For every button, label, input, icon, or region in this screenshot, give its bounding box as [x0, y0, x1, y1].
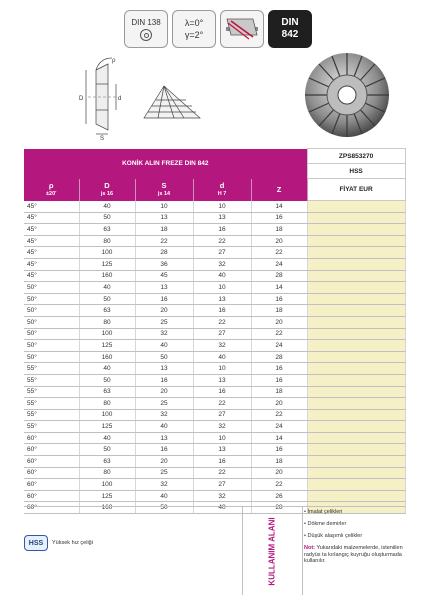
cell-price[interactable] [307, 328, 405, 340]
cell-d-outer: 80 [79, 467, 135, 479]
cell-z: 16 [251, 212, 307, 224]
table-row [24, 316, 405, 328]
table-row [24, 432, 405, 444]
cell-d-inner: 13 [193, 293, 251, 305]
cell-price[interactable] [307, 247, 405, 259]
cell-rho: 55° [24, 409, 79, 421]
cell-price[interactable] [307, 316, 405, 328]
usage-item-text: İmalat çelikleri [307, 509, 343, 515]
cell-s: 40 [135, 421, 193, 433]
cell-d-inner: 13 [193, 374, 251, 386]
cell-price[interactable] [307, 374, 405, 386]
cell-price[interactable] [307, 398, 405, 410]
cell-z: 20 [251, 235, 307, 247]
col-header-rho [24, 179, 79, 201]
cell-z: 18 [251, 224, 307, 236]
usage-item-text: Dökme demirler [307, 521, 347, 527]
cell-d-outer: 40 [79, 282, 135, 294]
cell-s: 36 [135, 258, 193, 270]
cell-price[interactable] [307, 386, 405, 398]
cell-price[interactable] [307, 490, 405, 502]
cell-price[interactable] [307, 201, 405, 213]
cell-d-inner: 40 [193, 502, 251, 514]
cell-rho: 50° [24, 316, 79, 328]
col-s-sub: js 14 [157, 190, 171, 197]
cell-z: 22 [251, 409, 307, 421]
cell-price[interactable] [307, 479, 405, 491]
note-label: Not: [304, 545, 315, 551]
cell-rho: 45° [24, 224, 79, 236]
hss-legend [24, 535, 93, 551]
cell-d-outer: 125 [79, 421, 135, 433]
cell-d-outer: 63 [79, 224, 135, 236]
table-row [24, 467, 405, 479]
cell-d-outer: 50 [79, 444, 135, 456]
cell-z: 16 [251, 293, 307, 305]
cell-z: 28 [251, 502, 307, 514]
table-row [24, 444, 405, 456]
table-row [24, 340, 405, 352]
table-row [24, 270, 405, 282]
cell-price[interactable] [307, 282, 405, 294]
cell-d-inner: 22 [193, 398, 251, 410]
note-text: Yukarıdaki malzemelerde, isteniilen radyüs ta kırlangıç kuyruğu oluşturmada kullanılır. [304, 545, 403, 564]
cell-s: 25 [135, 398, 193, 410]
cutter-spec-table [24, 148, 406, 514]
cell-rho: 55° [24, 363, 79, 375]
table-row [24, 282, 405, 294]
cell-s: 50 [135, 351, 193, 363]
center-hole-icon [140, 29, 152, 41]
usage-title: KULLANIM ALANI [268, 516, 278, 586]
cell-d-inner: 10 [193, 282, 251, 294]
cell-rho: 45° [24, 201, 79, 213]
cell-s: 13 [135, 212, 193, 224]
usage-item-text: Düşük alaşımlı çelikler [307, 533, 363, 539]
cell-rho: 45° [24, 212, 79, 224]
col-rho-sub: ±20' [46, 190, 57, 197]
cell-z: 14 [251, 282, 307, 294]
cell-rho: 60° [24, 479, 79, 491]
hss-badge: HSS [24, 535, 48, 551]
cell-price[interactable] [307, 432, 405, 444]
cell-z: 28 [251, 270, 307, 282]
cell-rho: 60° [24, 444, 79, 456]
cell-price[interactable] [307, 305, 405, 317]
cell-d-outer: 160 [79, 351, 135, 363]
cell-d-outer: 80 [79, 235, 135, 247]
rake-angle-icon [223, 13, 261, 45]
table-row [24, 479, 405, 491]
cell-rho: 50° [24, 340, 79, 352]
cell-rho: 50° [24, 328, 79, 340]
cell-s: 10 [135, 201, 193, 213]
cell-rho: 60° [24, 467, 79, 479]
cell-z: 20 [251, 316, 307, 328]
cell-d-outer: 100 [79, 479, 135, 491]
cell-rho: 45° [24, 247, 79, 259]
cell-s: 22 [135, 235, 193, 247]
cell-z: 26 [251, 490, 307, 502]
cell-s: 32 [135, 328, 193, 340]
table-row [24, 235, 405, 247]
cell-d-outer: 125 [79, 340, 135, 352]
cell-rho: 50° [24, 305, 79, 317]
cutter-product-image [300, 48, 394, 142]
cell-d-outer: 63 [79, 386, 135, 398]
table-row [24, 409, 405, 421]
col-header-z [251, 179, 307, 201]
col-d-inner-main: d [219, 180, 225, 190]
cell-s: 13 [135, 282, 193, 294]
cell-s: 40 [135, 340, 193, 352]
spec-badges [124, 10, 312, 48]
col-header-d-outer [79, 179, 135, 201]
cell-s: 32 [135, 479, 193, 491]
cell-z: 22 [251, 247, 307, 259]
cell-z: 22 [251, 328, 307, 340]
cell-price[interactable] [307, 270, 405, 282]
rake-angle-badge [220, 10, 264, 48]
table-row [24, 421, 405, 433]
cell-d-inner: 22 [193, 316, 251, 328]
cell-z: 20 [251, 398, 307, 410]
cell-rho: 50° [24, 351, 79, 363]
cell-price[interactable] [307, 235, 405, 247]
cell-s: 28 [135, 247, 193, 259]
cell-d-outer: 125 [79, 258, 135, 270]
col-header-d-inner [193, 179, 251, 201]
col-z-main: Z [276, 184, 282, 194]
hss-label: Yüksek hız çeliği [52, 540, 93, 546]
cell-z: 24 [251, 340, 307, 352]
angle-badge [172, 10, 216, 48]
cell-price[interactable] [307, 456, 405, 468]
table-row [24, 247, 405, 259]
cell-d-inner: 16 [193, 386, 251, 398]
cell-d-outer: 40 [79, 432, 135, 444]
cell-d-inner: 32 [193, 258, 251, 270]
cell-z: 24 [251, 421, 307, 433]
din138-badge [124, 10, 168, 48]
cell-z: 16 [251, 363, 307, 375]
cell-s: 45 [135, 270, 193, 282]
usage-title-band [242, 507, 302, 595]
table-body [24, 201, 405, 514]
cell-s: 20 [135, 305, 193, 317]
col-d-inner-sub: H 7 [217, 190, 227, 197]
cell-d-outer: 40 [79, 363, 135, 375]
table-row [24, 374, 405, 386]
cell-rho: 55° [24, 421, 79, 433]
cell-s: 32 [135, 409, 193, 421]
usage-note [304, 545, 405, 565]
cell-z: 22 [251, 479, 307, 491]
cell-d-outer: 100 [79, 409, 135, 421]
d-outer-label: D [79, 96, 84, 102]
d-inner-label: d [118, 96, 122, 102]
table-row [24, 258, 405, 270]
legend-section [24, 506, 405, 594]
table-row [24, 456, 405, 468]
cell-z: 18 [251, 456, 307, 468]
cell-d-inner: 16 [193, 305, 251, 317]
cell-rho: 45° [24, 258, 79, 270]
cell-z: 16 [251, 444, 307, 456]
cell-rho: 60° [24, 432, 79, 444]
cell-d-outer: 63 [79, 456, 135, 468]
usage-list [304, 509, 405, 571]
cell-d-inner: 22 [193, 467, 251, 479]
cell-d-inner: 16 [193, 456, 251, 468]
cell-d-outer: 160 [79, 270, 135, 282]
cell-d-inner: 27 [193, 328, 251, 340]
cell-d-outer: 100 [79, 247, 135, 259]
cell-s: 16 [135, 374, 193, 386]
cell-rho: 60° [24, 502, 79, 514]
cell-s: 50 [135, 502, 193, 514]
cell-d-inner: 32 [193, 490, 251, 502]
cell-d-inner: 27 [193, 409, 251, 421]
cell-d-inner: 10 [193, 363, 251, 375]
cell-d-inner: 13 [193, 444, 251, 456]
cell-d-inner: 10 [193, 432, 251, 444]
cell-price[interactable] [307, 293, 405, 305]
cell-s: 20 [135, 456, 193, 468]
cell-s: 13 [135, 432, 193, 444]
table-title: KONİK ALIN FREZE DIN 842 [24, 149, 307, 179]
product-code: ZPS853270 [307, 149, 405, 164]
lambda-label: λ=0° [184, 18, 204, 28]
cell-s: 13 [135, 363, 193, 375]
cell-rho: 50° [24, 293, 79, 305]
cell-rho: 55° [24, 386, 79, 398]
cell-z: 14 [251, 432, 307, 444]
table-row [24, 293, 405, 305]
cell-d-outer: 125 [79, 490, 135, 502]
cell-price[interactable] [307, 363, 405, 375]
cell-rho: 55° [24, 374, 79, 386]
cell-d-outer: 80 [79, 398, 135, 410]
cell-rho: 45° [24, 235, 79, 247]
cell-s: 25 [135, 467, 193, 479]
cell-d-outer: 100 [79, 328, 135, 340]
cell-d-inner: 27 [193, 247, 251, 259]
cell-d-outer: 50 [79, 293, 135, 305]
col-d-outer-sub: js 16 [100, 190, 114, 197]
cell-z: 24 [251, 258, 307, 270]
usage-item: • İmalat çelikleri [304, 509, 343, 515]
cell-price[interactable] [307, 340, 405, 352]
usage-item: • Dökme demirler [304, 521, 347, 527]
cell-price[interactable] [307, 224, 405, 236]
cell-price[interactable] [307, 212, 405, 224]
table-row [24, 224, 405, 236]
table-row [24, 386, 405, 398]
cell-price[interactable] [307, 421, 405, 433]
cell-rho: 60° [24, 490, 79, 502]
rho-label: ρ [112, 58, 116, 64]
cell-d-inner: 27 [193, 479, 251, 491]
table-row [24, 490, 405, 502]
cell-d-outer: 50 [79, 374, 135, 386]
cell-d-inner: 10 [193, 201, 251, 213]
col-rho-main: ρ [48, 180, 54, 190]
table-row [24, 201, 405, 213]
din138-label: DIN 138 [131, 17, 161, 27]
table-row [24, 305, 405, 317]
din842-badge [268, 10, 312, 48]
table-row [24, 398, 405, 410]
din842-line1: DIN [281, 17, 299, 28]
table-row [24, 328, 405, 340]
cell-d-inner: 22 [193, 235, 251, 247]
cell-d-outer: 80 [79, 316, 135, 328]
cell-z: 20 [251, 467, 307, 479]
cell-z: 28 [251, 351, 307, 363]
table-row [24, 351, 405, 363]
divider [302, 507, 303, 595]
cell-price[interactable] [307, 351, 405, 363]
cell-rho: 55° [24, 398, 79, 410]
cell-d-inner: 16 [193, 224, 251, 236]
cell-s: 18 [135, 224, 193, 236]
s-label: S [100, 136, 105, 140]
col-d-outer-main: D [104, 180, 110, 190]
cell-rho: 50° [24, 282, 79, 294]
col-s-main: S [161, 180, 167, 190]
cell-price[interactable] [307, 409, 405, 421]
cell-d-outer: 63 [79, 305, 135, 317]
cell-d-inner: 13 [193, 212, 251, 224]
usage-item: • Düşük alaşımlı çelikler [304, 533, 363, 539]
cell-d-inner: 40 [193, 270, 251, 282]
gamma-label: γ=2° [184, 30, 204, 40]
technical-drawing [78, 54, 208, 140]
cell-d-outer: 50 [79, 212, 135, 224]
cell-z: 14 [251, 201, 307, 213]
cell-d-outer: 40 [79, 201, 135, 213]
cell-z: 16 [251, 374, 307, 386]
cell-price[interactable] [307, 467, 405, 479]
cell-rho: 60° [24, 456, 79, 468]
cell-s: 40 [135, 490, 193, 502]
cell-s: 25 [135, 316, 193, 328]
material-code: HSS [307, 164, 405, 179]
cell-price[interactable] [307, 444, 405, 456]
cell-s: 16 [135, 293, 193, 305]
cell-s: 16 [135, 444, 193, 456]
price-header: FİYAT EUR [307, 179, 405, 201]
cell-z: 18 [251, 305, 307, 317]
col-header-s [135, 179, 193, 201]
cell-z: 18 [251, 386, 307, 398]
cell-price[interactable] [307, 258, 405, 270]
cell-d-inner: 32 [193, 340, 251, 352]
cell-rho: 45° [24, 270, 79, 282]
cell-d-inner: 32 [193, 421, 251, 433]
table-row [24, 363, 405, 375]
cell-d-outer: 160 [79, 502, 135, 514]
table-row [24, 212, 405, 224]
cell-s: 20 [135, 386, 193, 398]
din842-line2: 842 [281, 29, 299, 40]
cell-d-inner: 40 [193, 351, 251, 363]
